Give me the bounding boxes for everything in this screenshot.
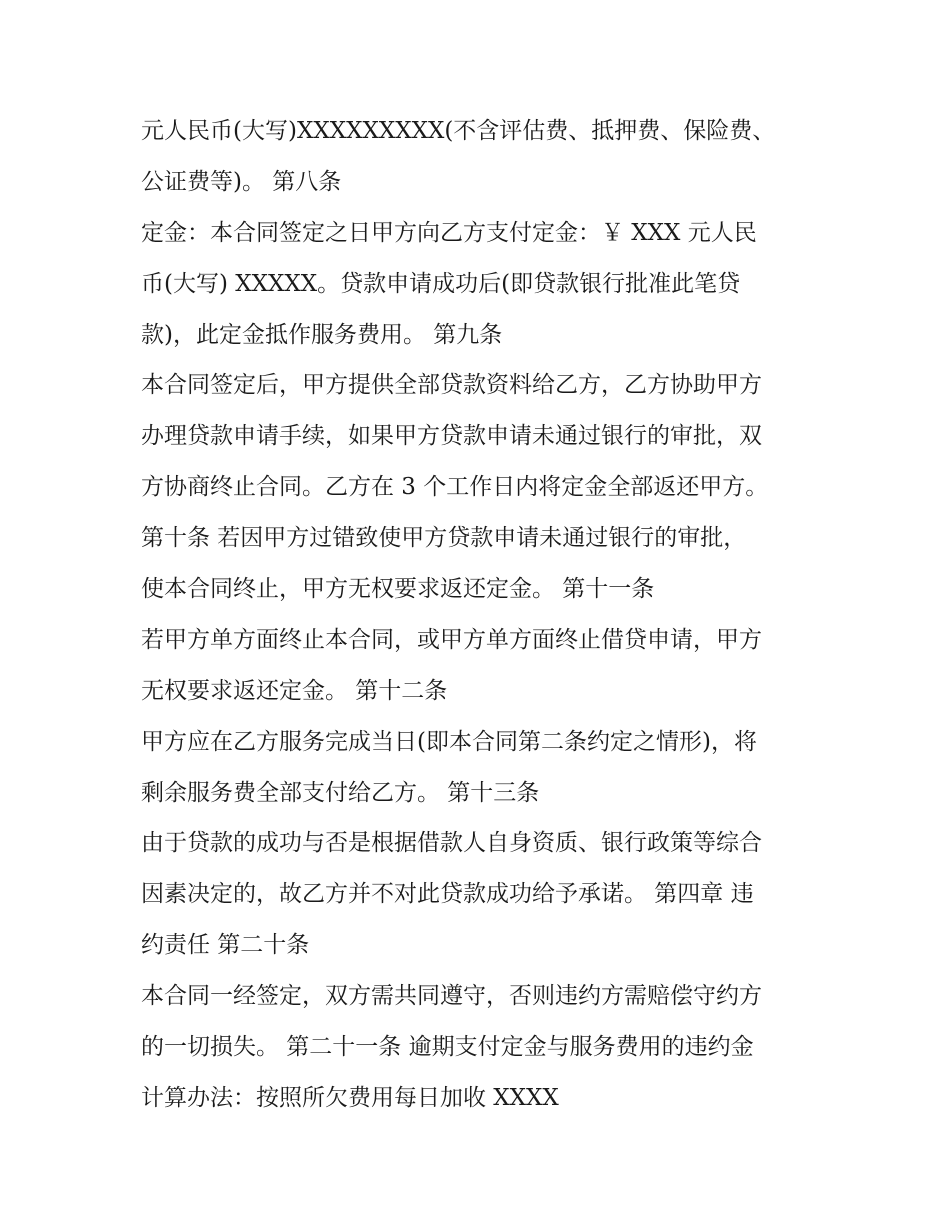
text-line: 办理贷款申请手续，如果甲方贷款申请未通过银行的审批，双 [141,423,762,450]
text-line: 公证费等)。 第八条 [141,168,342,195]
text-line: 方协商终止合同。乙方在 3 个工作日内将定金全部返还甲方。 [141,474,769,501]
text-line: 无权要求返还定金。 第十二条 [141,677,448,704]
text-line: 币(大写) XXXXX。贷款申请成功后(即贷款银行批准此笔贷 [141,270,741,297]
text-line: 由于贷款的成功与否是根据借款人自身资质、银行政策等综合 [141,830,762,857]
text-line: 款)，此定金抵作服务费用。 第九条 [141,321,503,348]
text-line: 本合同签定后，甲方提供全部贷款资料给乙方，乙方协助甲方 [141,372,762,399]
text-line: 若甲方单方面终止本合同，或甲方单方面终止借贷申请，甲方 [141,626,762,653]
text-line: 元人民币(大写)XXXXXXXXX(不含评估费、抵押费、保险费、 [141,118,776,144]
text-line: 约责任 第二十条 [141,932,310,959]
text-line: 甲方应在乙方服务完成当日(即本合同第二条约定之情形)，将 [141,728,757,755]
text-line: 的一切损失。 第二十一条 逾期支付定金与服务费用的违约金 [141,1034,754,1061]
contract-text [141,106,821,1124]
text-line: 定金：本合同签定之日甲方向乙方支付定金：￥ XXX 元人民 [141,219,757,246]
text-line: 计算办法：按照所欠费用每日加收 XXXX [141,1084,559,1111]
text-line: 本合同一经签定，双方需共同遵守，否则违约方需赔偿守约方 [141,983,762,1010]
text-line: 剩余服务费全部支付给乙方。 第十三条 [141,779,540,806]
text-line: 第十条 若因甲方过错致使甲方贷款申请未通过银行的审批， [141,525,747,552]
text-line: 使本合同终止，甲方无权要求返还定金。 第十一条 [141,576,655,603]
text-line: 因素决定的，故乙方并不对此贷款成功给予承诺。 第四章 违 [141,881,754,908]
